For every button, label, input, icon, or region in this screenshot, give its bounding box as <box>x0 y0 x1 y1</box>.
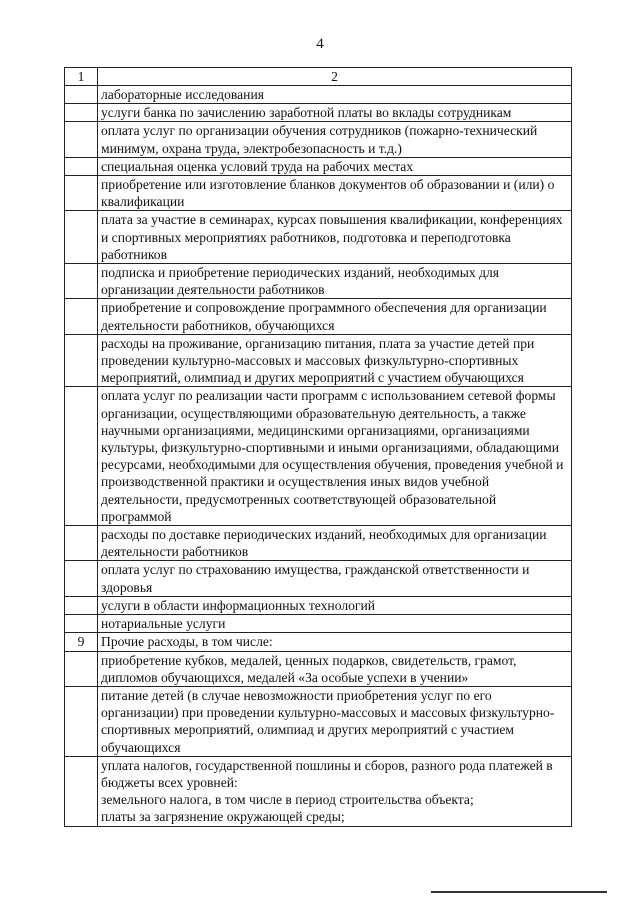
row-text-cell: Прочие расходы, в том числе: <box>98 633 572 651</box>
row-number-cell <box>65 176 98 211</box>
row-number-cell <box>65 299 98 334</box>
row-number-cell <box>65 157 98 175</box>
row-text-cell: приобретение и сопровождение программного обеспечения для организации деятельности работников, обучающихся <box>98 299 572 334</box>
table-row <box>65 596 572 614</box>
table-row <box>65 104 572 122</box>
header-col-2: 2 <box>98 68 572 86</box>
row-text-cell: приобретение кубков, медалей, ценных подарков, свидетельств, грамот, дипломов обучающихся, медалей «За особые успехи в учении» <box>98 651 572 686</box>
table-row <box>65 526 572 561</box>
row-number-cell <box>65 104 98 122</box>
row-number-cell <box>65 756 98 826</box>
table-row <box>65 299 572 334</box>
row-number-cell <box>65 122 98 157</box>
row-number-cell <box>65 651 98 686</box>
table-row <box>65 122 572 157</box>
table-row <box>65 264 572 299</box>
row-text-cell: расходы на проживание, организацию питания, плата за участие детей при проведении культурно-массовых и массовых физкультурно-спортивных мероприятий, олимпиад и других мероприятий с участием обучающихся <box>98 334 572 387</box>
row-text-cell: нотариальные услуги <box>98 615 572 633</box>
table-row <box>65 615 572 633</box>
row-number-cell <box>65 615 98 633</box>
row-text-cell: подписка и приобретение периодических изданий, необходимых для организации деятельности работников <box>98 264 572 299</box>
table-row <box>65 561 572 596</box>
row-number-cell <box>65 561 98 596</box>
row-text-cell: оплата услуг по организации обучения сотрудников (пожарно-технический минимум, охрана труда, электробезопасность и т.д.) <box>98 122 572 157</box>
row-number-cell <box>65 596 98 614</box>
row-text-cell: уплата налогов, государственной пошлины и сборов, разного рода платежей в бюджеты всех уровней: земельного налога, в том числе в период строительства объекта; платы за загрязнение окружающей среды; <box>98 756 572 826</box>
row-number-cell <box>65 264 98 299</box>
row-text-cell: услуги в области информационных технологий <box>98 596 572 614</box>
table-header-row <box>65 68 572 86</box>
row-number-cell <box>65 334 98 387</box>
expenses-table <box>64 67 572 827</box>
table-row <box>65 157 572 175</box>
row-number-cell <box>65 387 98 526</box>
row-text-cell: лабораторные исследования <box>98 86 572 104</box>
row-text-cell: приобретение или изготовление бланков документов об образовании и (или) о квалификации <box>98 176 572 211</box>
row-number-cell <box>65 526 98 561</box>
row-text-cell: услуги банка по зачислению заработной платы во вклады сотрудникам <box>98 104 572 122</box>
header-col-1: 1 <box>65 68 98 86</box>
row-text-cell: плата за участие в семинарах, курсах повышения квалификации, конференциях и спортивных мероприятиях работников, подготовка и переподготовка работников <box>98 211 572 264</box>
table-row <box>65 387 572 526</box>
row-text-cell: оплата услуг по реализации части программ с использованием сетевой формы организации, осуществляющими образовательную деятельность, а также научными организациями, медицинскими организациями, организациями культуры, физкультурно-спортивными и иными организациями, обладающими ресурсами, необходимыми для осуществления обучения, проведения учебной и производственной практики и осуществления иных видов учебной деятельности, предусмотренных соответствующей образовательной программой <box>98 387 572 526</box>
table-row <box>65 633 572 651</box>
row-number-cell <box>65 686 98 756</box>
table-row <box>65 86 572 104</box>
row-text-cell: оплата услуг по страхованию имущества, гражданской ответственности и здоровья <box>98 561 572 596</box>
row-text-cell: расходы по доставке периодических изданий, необходимых для организации деятельности работников <box>98 526 572 561</box>
table-row <box>65 651 572 686</box>
footer-rule <box>431 891 607 893</box>
row-number-cell: 9 <box>65 633 98 651</box>
table-row <box>65 334 572 387</box>
page-number: 4 <box>316 36 324 52</box>
table-row <box>65 686 572 756</box>
row-number-cell <box>65 86 98 104</box>
row-text-cell: питание детей (в случае невозможности приобретения услуг по его организации) при проведении культурно-массовых и массовых физкультурно-спортивных мероприятий, олимпиад и других мероприятий с участием обучающихся <box>98 686 572 756</box>
table-row <box>65 211 572 264</box>
table-row <box>65 756 572 826</box>
row-text-cell: специальная оценка условий труда на рабочих местах <box>98 157 572 175</box>
table-row <box>65 176 572 211</box>
row-number-cell <box>65 211 98 264</box>
